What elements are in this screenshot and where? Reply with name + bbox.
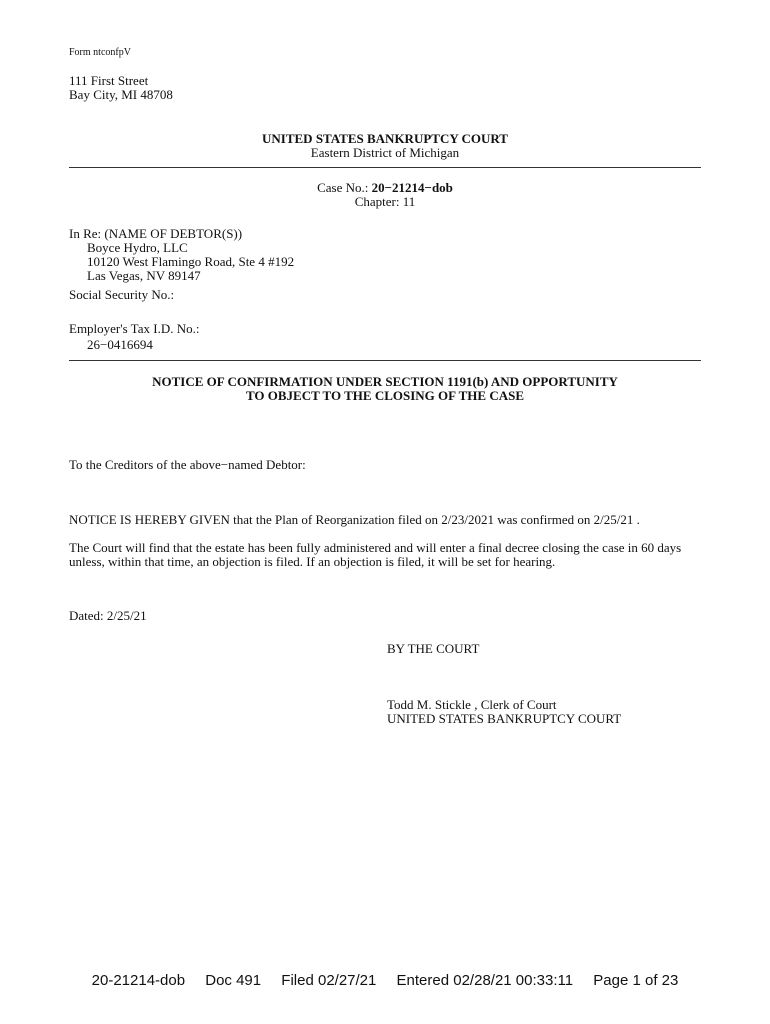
notice-paragraph-2-line2: unless, within that time, an objection is filed. If an objection is filed, it will be set for hearing. xyxy=(69,554,556,569)
in-re-label: In Re: (NAME OF DEBTOR(S)) xyxy=(69,226,243,241)
ssn-label: Social Security No.: xyxy=(69,287,175,302)
debtor-divider xyxy=(69,360,701,361)
debtor-address-line2: Las Vegas, NV 89147 xyxy=(87,268,201,283)
salutation: To the Creditors of the above−named Debtor: xyxy=(69,457,306,472)
footer-case-number: 20-21214-dob xyxy=(91,972,186,989)
chapter-line xyxy=(0,195,770,209)
header-divider xyxy=(69,167,701,168)
court-city: Bay City, MI 48708 xyxy=(69,87,173,102)
by-the-court: BY THE COURT xyxy=(387,641,480,656)
case-number-line xyxy=(0,181,770,195)
tax-id-value: 26−0416694 xyxy=(87,337,153,352)
footer-filed-date: Filed 02/27/21 xyxy=(281,972,377,989)
footer-page-number: Page 1 of 23 xyxy=(593,972,679,989)
court-name: UNITED STATES BANKRUPTCY COURT xyxy=(262,131,508,146)
notice-title-line1: NOTICE OF CONFIRMATION UNDER SECTION 1191(b) AND OPPORTUNITY xyxy=(152,374,618,389)
case-number-label: Case No.: xyxy=(317,180,369,195)
chapter-number: 11 xyxy=(402,194,416,209)
clerk-court-name: UNITED STATES BANKRUPTCY COURT xyxy=(387,711,622,726)
clerk-name: Todd M. Stickle , Clerk of Court xyxy=(387,697,557,712)
notice-paragraph-1: NOTICE IS HEREBY GIVEN that the Plan of Reorganization filed on 2/23/2021 was confirmed on 2/25/21 . xyxy=(69,512,640,527)
notice-paragraph-2-line1: The Court will find that the estate has been fully administered and will enter a final decree closing the case in 60 days xyxy=(69,540,682,555)
notice-title-line2: TO OBJECT TO THE CLOSING OF THE CASE xyxy=(245,388,525,403)
dated-line: Dated: 2/25/21 xyxy=(69,608,147,623)
tax-id-label: Employer's Tax I.D. No.: xyxy=(69,321,200,336)
form-id: Form ntconfpV xyxy=(69,47,131,58)
filing-footer xyxy=(0,972,770,989)
chapter-label: Chapter: xyxy=(354,194,400,209)
court-district: Eastern District of Michigan xyxy=(310,145,460,160)
debtor-address-line1: 10120 West Flamingo Road, Ste 4 #192 xyxy=(87,254,295,269)
footer-doc-number: Doc 491 xyxy=(205,972,262,989)
debtor-name: Boyce Hydro, LLC xyxy=(87,240,188,255)
court-street: 111 First Street xyxy=(69,73,149,88)
footer-entered-date: Entered 02/28/21 00:33:11 xyxy=(396,972,574,989)
case-number: 20−21214−dob xyxy=(371,180,453,195)
